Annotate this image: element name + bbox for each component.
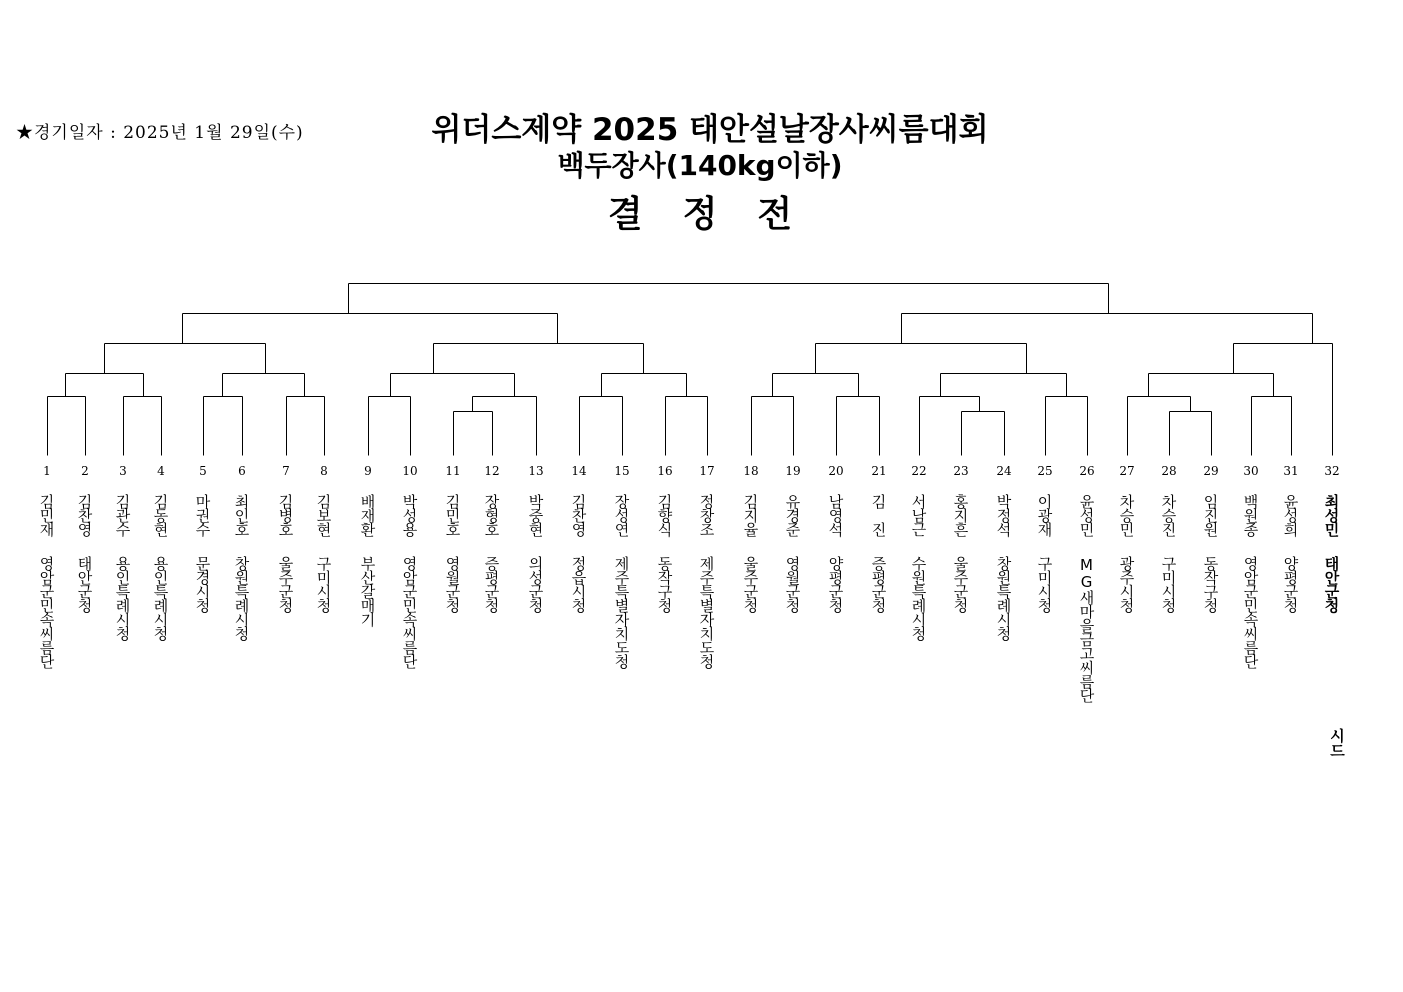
- entry-number: 24: [996, 464, 1012, 478]
- entry-team: 문경시청: [193, 556, 212, 612]
- entry-number: 13: [528, 464, 544, 478]
- entry-team: 제주특별자치도청: [697, 556, 716, 668]
- entry-team: 부산갈매기: [358, 556, 377, 626]
- entry-number: 14: [571, 464, 587, 478]
- entry-name: 김 진: [869, 494, 888, 536]
- entry-number: 23: [953, 464, 969, 478]
- entry-team: 동작구청: [1201, 556, 1220, 612]
- entry-name: 이광재: [1035, 494, 1054, 536]
- round-title: 결정전: [607, 193, 833, 235]
- entry-team: 증평군청: [869, 556, 888, 612]
- entry-7: [271, 462, 301, 612]
- entry-name: 김보현: [314, 494, 333, 536]
- entry-26: [1072, 462, 1102, 702]
- division-title: 백두장사(140kg이하): [557, 149, 843, 182]
- entry-4: [146, 462, 176, 640]
- entry-6: [227, 462, 257, 640]
- entry-name: 김지율: [741, 494, 760, 536]
- entry-team: 구미시청: [1159, 556, 1178, 612]
- entry-number: 4: [157, 464, 165, 478]
- entry-team: 동작구청: [655, 556, 674, 612]
- tournament-title: 위더스제약 2025 태안설날장사씨름대회: [431, 112, 989, 148]
- entry-team: 수원특례시청: [909, 556, 928, 640]
- entry-1: [32, 462, 62, 668]
- entry-27: [1112, 462, 1142, 612]
- entry-19: [778, 462, 808, 612]
- entry-23: [946, 462, 976, 612]
- entry-number: 17: [699, 464, 715, 478]
- entry-name: 박정석: [994, 494, 1013, 536]
- entry-name: 최성민: [1322, 494, 1341, 536]
- entry-team: 양평군청: [1281, 556, 1300, 612]
- entry-3: [108, 462, 138, 640]
- entry-name: 임진원: [1201, 494, 1220, 536]
- entry-name: 장성연: [612, 494, 631, 536]
- entry-team: 창원특례시청: [994, 556, 1013, 640]
- entry-5: [188, 462, 218, 612]
- entry-number: 2: [81, 464, 89, 478]
- entry-team: 정읍시청: [569, 556, 588, 612]
- entry-24: [989, 462, 1019, 640]
- entry-name: 김향식: [655, 494, 674, 536]
- entry-name: 윤성민: [1077, 494, 1096, 536]
- entry-29: [1196, 462, 1226, 612]
- entry-number: 15: [614, 464, 630, 478]
- entry-team: 용인특례시청: [113, 556, 132, 640]
- entry-team: 구미시청: [314, 556, 333, 612]
- entry-team: 영월군청: [783, 556, 802, 612]
- entry-25: [1030, 462, 1060, 612]
- entry-number: 26: [1079, 464, 1095, 478]
- entry-name: 정창조: [697, 494, 716, 536]
- entry-team: MG새마을금고씨름단: [1077, 556, 1096, 702]
- entry-team: 울주군청: [741, 556, 760, 612]
- entry-name: 유경준: [783, 494, 802, 536]
- entry-name: 김찬영: [75, 494, 94, 536]
- entry-number: 31: [1283, 464, 1299, 478]
- entry-team: 영암군민속씨름단: [400, 556, 419, 668]
- entry-number: 7: [282, 464, 290, 478]
- entry-28: [1154, 462, 1184, 612]
- entry-name: 박성용: [400, 494, 419, 536]
- entry-team: 광주시청: [1117, 556, 1136, 612]
- entry-name: 배재환: [358, 494, 377, 536]
- entry-number: 18: [743, 464, 759, 478]
- entry-name: 박중현: [526, 494, 545, 536]
- entry-team: 태안군청: [1322, 556, 1341, 612]
- entry-number: 11: [445, 464, 461, 478]
- entry-number: 16: [657, 464, 673, 478]
- entry-number: 29: [1203, 464, 1219, 478]
- entry-number: 10: [402, 464, 418, 478]
- entry-number: 20: [828, 464, 844, 478]
- entry-name: 차승진: [1159, 494, 1178, 536]
- entry-number: 22: [911, 464, 927, 478]
- entry-number: 9: [364, 464, 372, 478]
- entry-name: 김찬영: [569, 494, 588, 536]
- entry-team: 구미시청: [1035, 556, 1054, 612]
- entry-name: 장형호: [482, 494, 501, 536]
- entry-number: 32: [1324, 464, 1340, 478]
- entry-16: [650, 462, 680, 612]
- entry-team: 영암군민속씨름단: [1241, 556, 1260, 668]
- entry-15: [607, 462, 637, 668]
- entry-22: [904, 462, 934, 640]
- entry-number: 5: [199, 464, 207, 478]
- entry-number: 3: [119, 464, 127, 478]
- entry-name: 백원종: [1241, 494, 1260, 536]
- entry-team: 용인특례시청: [151, 556, 170, 640]
- entry-name: 서남근: [909, 494, 928, 536]
- entry-name: 윤성희: [1281, 494, 1300, 536]
- entry-number: 6: [238, 464, 246, 478]
- entry-2: [70, 462, 100, 612]
- entry-30: [1236, 462, 1266, 668]
- entry-8: [309, 462, 339, 612]
- entry-name: 김병호: [276, 494, 295, 536]
- match-date: ★경기일자 : 2025년 1월 29일(수): [16, 123, 304, 143]
- entry-number: 12: [484, 464, 500, 478]
- entry-name: 김관수: [113, 494, 132, 536]
- entry-name: 차승민: [1117, 494, 1136, 536]
- entry-number: 1: [43, 464, 51, 478]
- entry-18: [736, 462, 766, 612]
- entry-9: [353, 462, 383, 626]
- entry-14: [564, 462, 594, 612]
- entry-team: 양평군청: [826, 556, 845, 612]
- entry-number: 19: [785, 464, 801, 478]
- entry-team: 증평군청: [482, 556, 501, 612]
- entry-number: 30: [1243, 464, 1259, 478]
- entry-number: 27: [1119, 464, 1135, 478]
- entry-11: [438, 462, 468, 612]
- entry-team: 태안군청: [75, 556, 94, 612]
- entry-name: 남영석: [826, 494, 845, 536]
- entry-team: 울주군청: [951, 556, 970, 612]
- entry-name: 최인호: [232, 494, 251, 536]
- entry-name: 김동현: [151, 494, 170, 536]
- entry-number: 28: [1161, 464, 1177, 478]
- entry-name: 김민호: [443, 494, 462, 536]
- entry-number: 8: [320, 464, 328, 478]
- entry-21: [864, 462, 894, 612]
- seed-label: 시드: [1328, 728, 1346, 758]
- entry-name: 홍지흔: [951, 494, 970, 536]
- entry-20: [821, 462, 851, 612]
- entry-31: [1276, 462, 1306, 612]
- entry-team: 의성군청: [526, 556, 545, 612]
- entry-number: 21: [871, 464, 887, 478]
- entry-team: 영암군민속씨름단: [37, 556, 56, 668]
- entry-team: 창원특례시청: [232, 556, 251, 640]
- entry-10: [395, 462, 425, 668]
- entry-17: [692, 462, 722, 668]
- entry-team: 울주군청: [276, 556, 295, 612]
- entry-name: 마권수: [193, 494, 212, 536]
- entry-13: [521, 462, 551, 612]
- entry-name: 김민재: [37, 494, 56, 536]
- entry-number: 25: [1037, 464, 1053, 478]
- entry-12: [477, 462, 507, 612]
- entry-team: 제주특별자치도청: [612, 556, 631, 668]
- entry-team: 영월군청: [443, 556, 462, 612]
- entry-32: [1317, 462, 1347, 612]
